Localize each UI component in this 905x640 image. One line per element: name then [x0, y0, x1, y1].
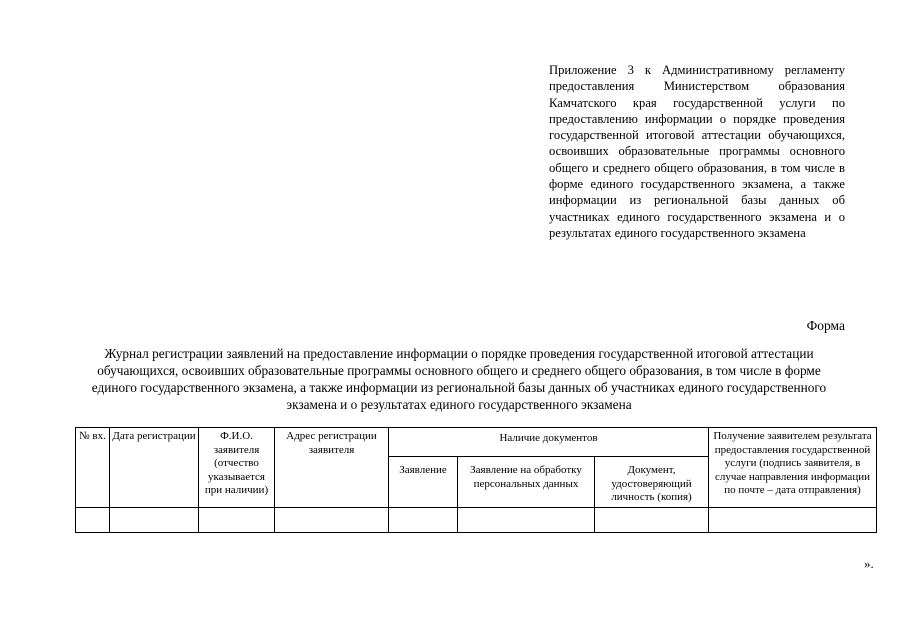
table-cell — [76, 507, 110, 532]
table-row — [76, 507, 877, 532]
header-receipt: Получение заявителем результата предоставления государственной услуги (подпись заявителя, в случае направления информации по почте – дата отправления) — [709, 428, 877, 508]
header-date: Дата регистрации — [110, 428, 199, 508]
header-address: Адрес регистрации заявителя — [275, 428, 389, 508]
table-cell — [389, 507, 458, 532]
table-cell — [199, 507, 275, 532]
header-doc-consent: Заявление на обработку персональных данных — [458, 457, 595, 508]
table-cell — [110, 507, 199, 532]
closing-quote-mark: ». — [864, 556, 874, 571]
table-cell — [458, 507, 595, 532]
header-row-main — [76, 428, 877, 457]
registration-table — [75, 427, 877, 533]
table-cell — [709, 507, 877, 532]
header-doc-identity: Документ, удостоверяющий личность (копия) — [595, 457, 709, 508]
header-num: № вх. — [76, 428, 110, 508]
header-fio: Ф.И.О. заявителя (отчество указывается при наличии) — [199, 428, 275, 508]
header-docs-group: Наличие документов — [389, 428, 709, 457]
form-label: Форма — [806, 318, 845, 333]
journal-title: Журнал регистрации заявлений на предоставление информации о порядке проведения государственной итоговой аттестации обучающихся, освоивших образовательные программы основного общего и среднего общего образования, в том числе в форме единого государственного экзамена, а также информации из региональной базы данных об участниках единого государственного экзамена и о результатах единого государственного экзамена — [91, 346, 827, 412]
table-cell — [275, 507, 389, 532]
appendix-note: Приложение 3 к Административному регламенту предоставления Министерством образования Камчатского края государственной услуги по предоставлению информации о порядке проведения государственной итоговой аттестации обучающихся, освоивших образовательные программы основного общего и среднего общего образования, в том числе в форме единого государственного экзамена, а также информации из региональной базы данных об участниках единого государственного экзамена и о результатах единого государственного экзамена — [549, 63, 845, 240]
header-doc-application: Заявление — [389, 457, 458, 508]
table-cell — [595, 507, 709, 532]
